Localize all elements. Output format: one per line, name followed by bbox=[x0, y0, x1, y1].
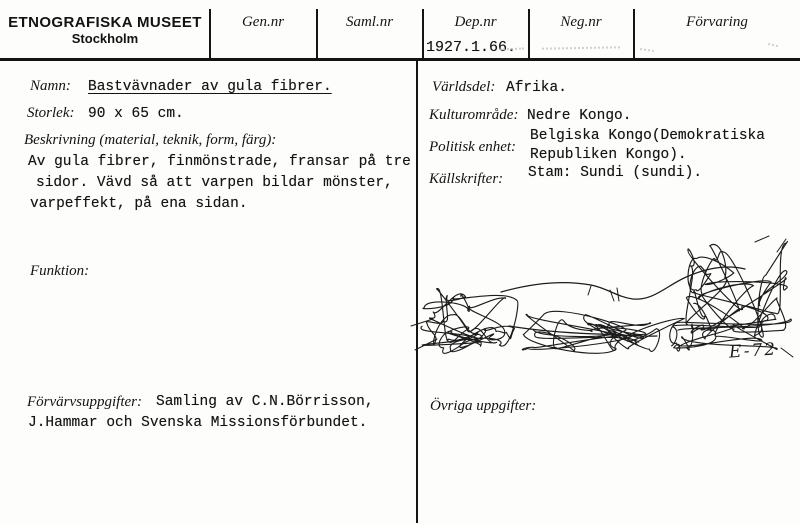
museum-name: ETNOGRAFISKA MUSEET bbox=[8, 14, 202, 31]
header-col-forvaring: Förvaring bbox=[686, 14, 748, 30]
field-value-kallskrifter: Stam: Sundi (sundi). bbox=[528, 165, 703, 181]
dep-nr-value: 1927.1.66. bbox=[426, 39, 517, 56]
beskrivning-line: sidor. Vävd så att varpen bildar mönster, bbox=[36, 175, 393, 191]
field-value-politisk-line2: Republiken Kongo). bbox=[530, 147, 687, 163]
field-label-politisk-enhet: Politisk enhet: bbox=[429, 139, 517, 155]
field-label-kulturomrade: Kulturområde: bbox=[429, 107, 519, 123]
field-label-varldsdel: Världsdel: bbox=[432, 79, 496, 95]
field-value-forvarv-line1: Samling av C.N.Börrisson, bbox=[156, 394, 374, 410]
header-col-neg-nr: Neg.nr bbox=[560, 14, 602, 30]
field-value-storlek: 90 x 65 cm. bbox=[88, 106, 184, 122]
museum-city: Stockholm bbox=[71, 31, 139, 46]
header-rule bbox=[0, 58, 800, 61]
field-value-beskrivning bbox=[28, 154, 411, 217]
field-label-namn: Namn: bbox=[30, 78, 71, 94]
field-label-kallskrifter: Källskrifter: bbox=[429, 171, 504, 187]
header-col-dep-nr: Dep.nr bbox=[454, 14, 497, 30]
field-label-beskrivning: Beskrivning (material, teknik, form, färg): bbox=[24, 132, 277, 148]
field-label-storlek: Storlek: bbox=[27, 105, 75, 121]
pencil-smudge bbox=[500, 48, 524, 51]
sketch-center-fringe bbox=[522, 311, 684, 353]
header-col-gen-nr: Gen.nr bbox=[241, 14, 285, 30]
handwritten-note: E-72 bbox=[728, 339, 778, 363]
field-value-politisk-line1: Belgiska Kongo(Demokratiska bbox=[530, 128, 765, 144]
field-value-kulturomrade: Nedre Kongo. bbox=[527, 108, 632, 124]
museum-header bbox=[0, 14, 210, 46]
pencil-smudge bbox=[768, 43, 778, 47]
pencil-smudge bbox=[542, 46, 620, 49]
pencil-smudge bbox=[640, 48, 654, 52]
beskrivning-line: Av gula fibrer, finmönstrade, fransar på tre bbox=[28, 154, 411, 170]
field-label-ovriga: Övriga uppgifter: bbox=[430, 398, 537, 414]
field-label-funktion: Funktion: bbox=[30, 263, 90, 279]
beskrivning-line: varpeffekt, på ena sidan. bbox=[30, 196, 248, 212]
field-label-forvarv: Förvärvsuppgifter: bbox=[27, 394, 142, 410]
field-value-forvarv-line2: J.Hammar och Svenska Missionsförbundet. bbox=[28, 415, 368, 431]
field-value-varldsdel: Afrika. bbox=[506, 80, 567, 96]
field-value-namn: Bastvävnader av gula fibrer. bbox=[88, 79, 332, 95]
header-col-saml-nr: Saml.nr bbox=[345, 14, 394, 30]
